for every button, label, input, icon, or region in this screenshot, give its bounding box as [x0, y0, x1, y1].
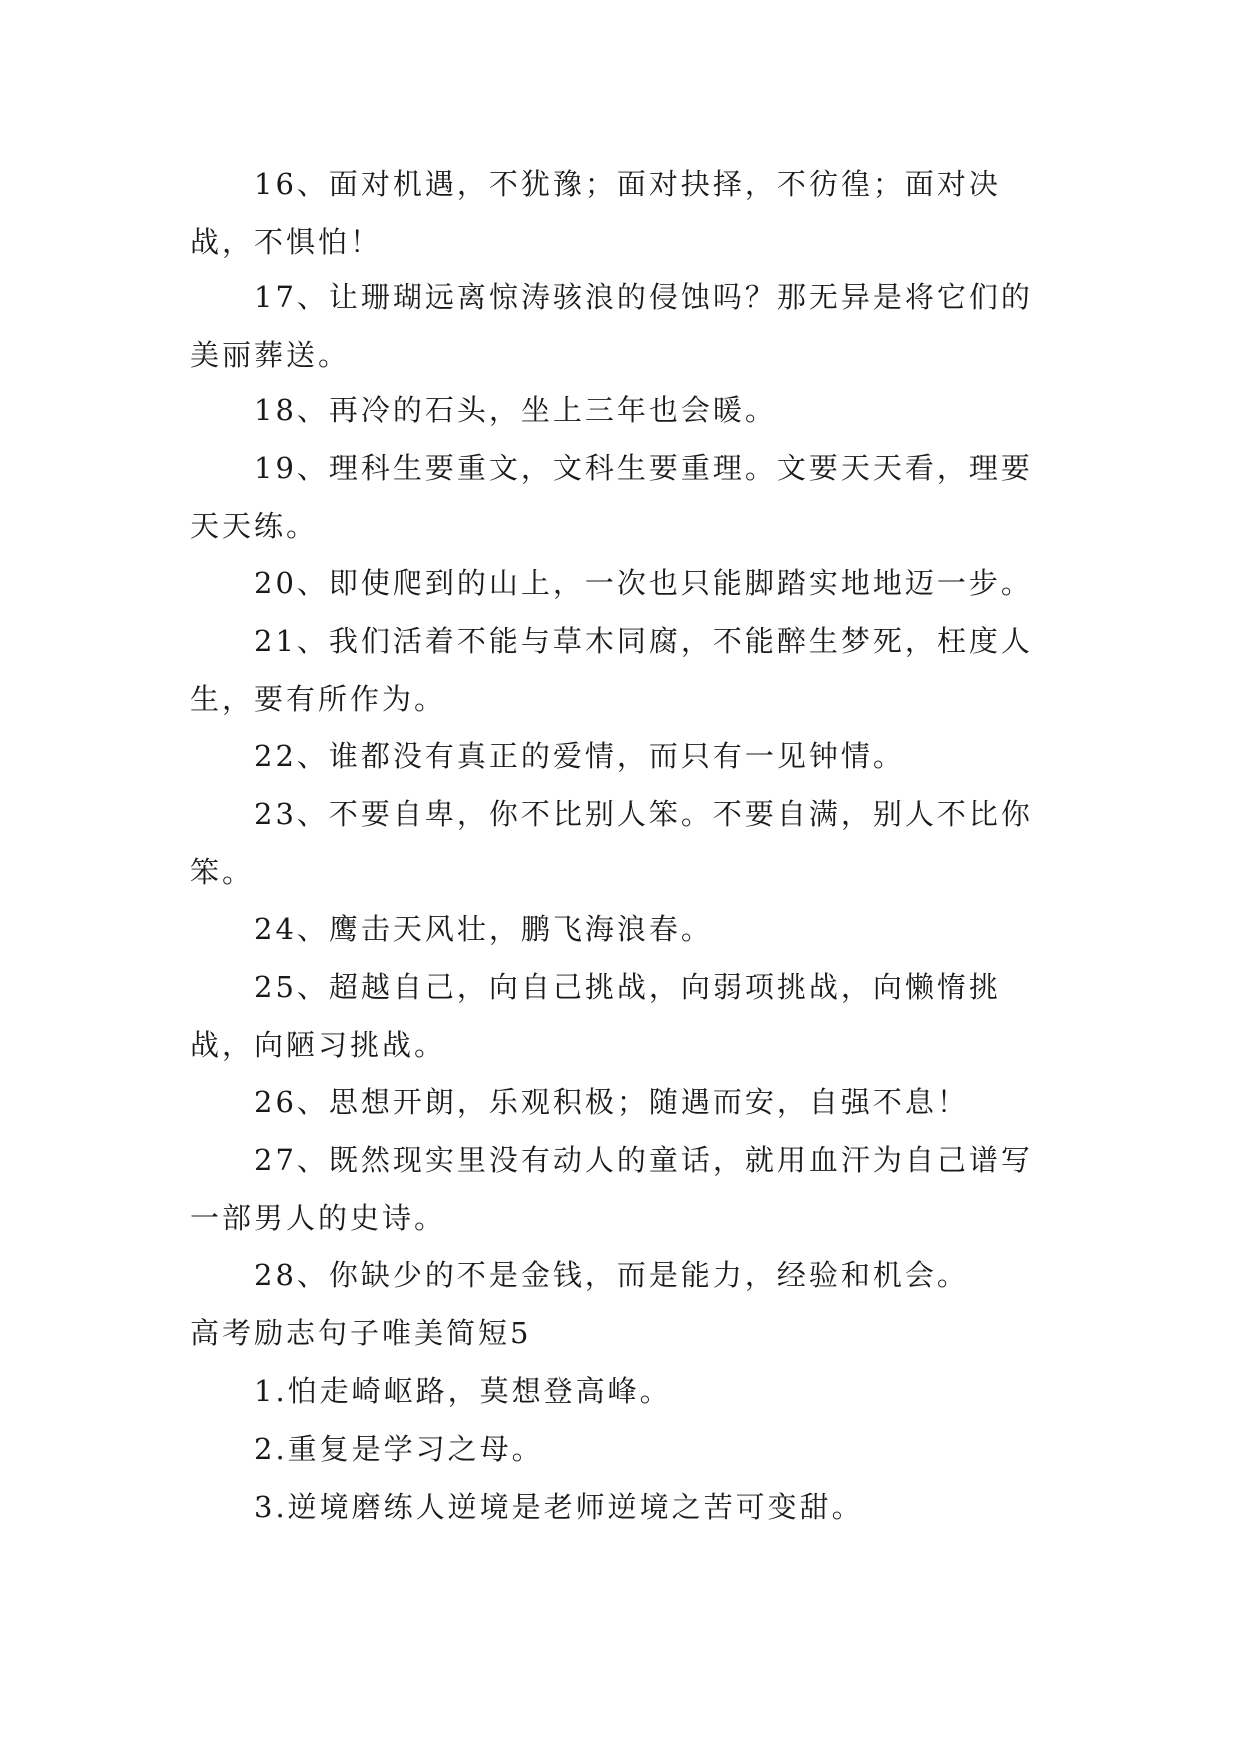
- list-item: [190, 1478, 1060, 1536]
- list-item: [190, 1131, 1060, 1247]
- item-number: 22、: [254, 739, 329, 773]
- item-text: 面对机遇，不犹豫；面对抉择，不彷徨；面对决战，不惧怕！: [190, 167, 1001, 259]
- item-number: 3.: [254, 1490, 288, 1524]
- list-item: [190, 554, 1090, 612]
- item-number: 25、: [254, 970, 329, 1004]
- item-text: 让珊瑚远离惊涛骇浪的侵蚀吗？那无异是将它们的美丽葬送。: [190, 280, 1033, 372]
- item-text: 理科生要重文，文科生要重理。文要天天看，理要天天练。: [190, 451, 1033, 543]
- item-number: 23、: [254, 797, 329, 831]
- list-item: [190, 900, 1060, 958]
- list-item: [190, 1420, 1060, 1478]
- list-item: [190, 1073, 1060, 1131]
- list-item: [190, 155, 1060, 271]
- item-number: 19、: [254, 451, 329, 485]
- item-text: 既然现实里没有动人的童话，就用血汗为自己谱写一部男人的史诗。: [190, 1143, 1033, 1235]
- list-item: [190, 381, 1060, 439]
- item-text: 思想开朗，乐观积极；随遇而安，自强不息！: [328, 1085, 969, 1119]
- item-number: 2.: [254, 1432, 288, 1466]
- item-number: 27、: [254, 1143, 329, 1177]
- item-text: 再冷的石头，坐上三年也会暖。: [328, 393, 777, 427]
- item-text: 重复是学习之母。: [287, 1432, 544, 1466]
- item-text: 怕走崎岖路，莫想登高峰。: [287, 1374, 672, 1408]
- list-item: [190, 1362, 1060, 1420]
- list-item: [190, 958, 1060, 1074]
- item-text: 谁都没有真正的爱情，而只有一见钟情。: [328, 739, 905, 773]
- item-number: 17、: [254, 280, 329, 314]
- list-item: [190, 612, 1060, 728]
- item-text: 超越自己，向自己挑战，向弱项挑战，向懒惰挑战，向陋习挑战。: [190, 970, 1001, 1062]
- list-item: [190, 1246, 1060, 1304]
- item-text: 逆境磨练人逆境是老师逆境之苦可变甜。: [287, 1490, 864, 1524]
- item-number: 24、: [254, 912, 329, 946]
- item-text: 我们活着不能与草木同腐，不能醉生梦死，枉度人生，要有所作为。: [190, 624, 1033, 716]
- item-number: 21、: [254, 624, 329, 658]
- item-number: 26、: [254, 1085, 329, 1119]
- list-item: [190, 268, 1060, 384]
- list-item: [190, 439, 1060, 555]
- item-number: 20、: [254, 566, 329, 600]
- item-number: 1.: [254, 1374, 288, 1408]
- item-number: 28、: [254, 1258, 329, 1292]
- item-number: 18、: [254, 393, 329, 427]
- item-text: 你缺少的不是金钱，而是能力，经验和机会。: [328, 1258, 969, 1292]
- item-text: 不要自卑，你不比别人笨。不要自满，别人不比你笨。: [190, 797, 1033, 889]
- list-item: [190, 785, 1060, 901]
- item-number: 16、: [254, 167, 329, 201]
- item-text: 鹰击天风壮，鹏飞海浪春。: [328, 912, 713, 946]
- section-heading: 高考励志句子唯美简短5: [190, 1316, 532, 1350]
- item-text: 即使爬到的山上，一次也只能脚踏实地地迈一步。: [328, 566, 1033, 600]
- list-item: [190, 727, 1060, 785]
